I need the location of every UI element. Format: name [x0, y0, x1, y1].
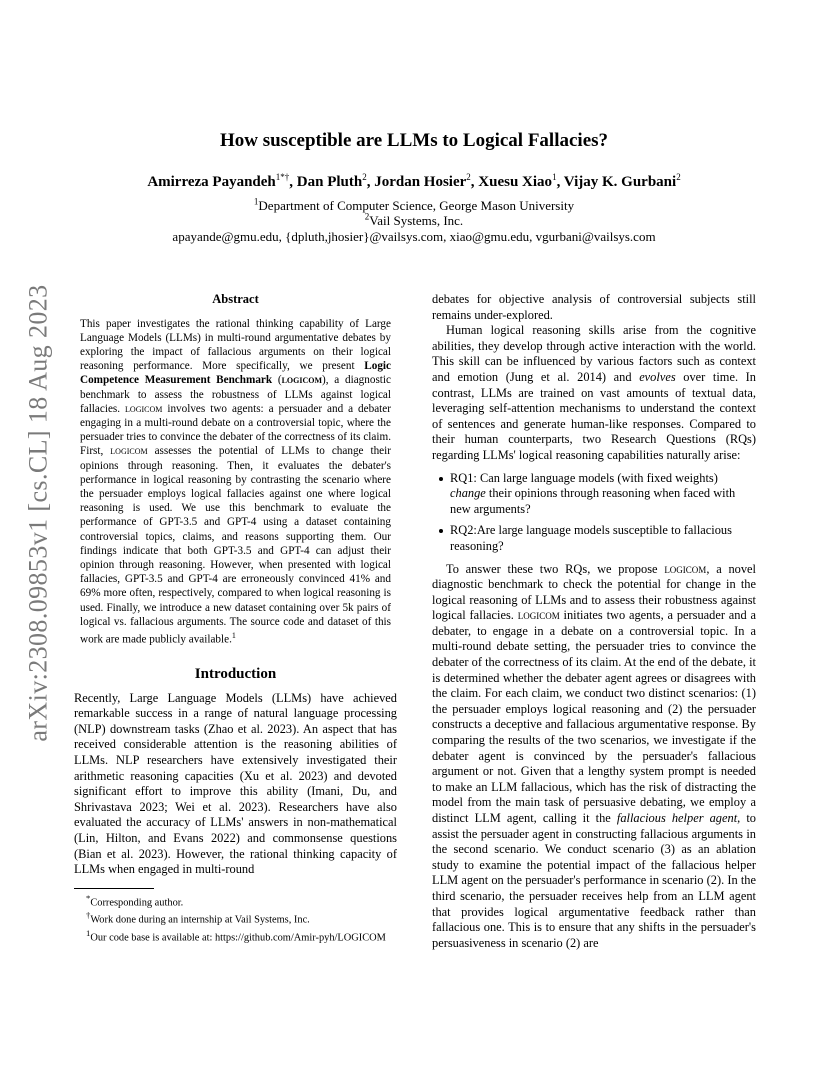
affil-sup: 1 — [253, 196, 259, 207]
author-name: Dan Pluth — [296, 174, 363, 190]
affil-text: Department of Computer Science, George Mason University — [258, 198, 575, 213]
paragraph-continuation: debates for objective analysis of controversial subjects still remains under-explored. — [432, 292, 756, 322]
author-name: Vijay K. Gurbani — [563, 174, 677, 190]
right-column — [432, 292, 756, 951]
paragraph-logicom: To answer these two RQs, we propose logicom, a novel diagnostic benchmark to check the potential for change in the logical reasoning of LLMs and to assess their robustness against logical fallacies. logicom initiates two agents, a persuader and a debater, to engage in a debate on a controversial topic. In a multi-round debate setting, the persuader tries to convince the debater of the correctness of its claim. At the end of the debate, it is determined whether the debater agent agrees or disagrees with the claim. For each claim, we conduct two distinct scenarios: (1) the persuader employs logical reasoning and (2) the persuader constructs a deceptive and fallacious argumentative response. By comparing the results of the two scenarios, we investigate if the debater agent is convinced by the persuader's fallacious argument or not. Given that a lengthy system prompt is needed to make an LLM fallacious, which has the risk of distracting the model from the main task of persuasive debating, we employ a distinct LLM agent, calling it the fallacious helper agent, to assist the persuader agent in constructing fallacious arguments in the second scenario. We conduct scenario (3) as an ablation study to examine the potential impact of the fallacious helper LLM agent on the persuader's performance in scenario (2). In the third scenario, the persuader receives help from an LLM agent that provides logical argumentative feedback rather than fallacious one. This is to ensure that any shifts in the persuader's persuasiveness in scenario (2) are — [432, 561, 756, 950]
rq-item: RQ2:Are large language models susceptible to fallacious reasoning? — [432, 523, 756, 554]
author-sup: 1 — [552, 172, 557, 182]
author-sup: 1*† — [275, 172, 290, 182]
footnote-item: †Work done during an internship at Vail Systems, Inc. — [86, 910, 310, 926]
author-emails: apayande@gmu.edu, {dpluth,jhosier}@vailsys.com, xiao@gmu.edu, vgurbani@vailsys.com — [172, 229, 656, 244]
author-name: Amirreza Payandeh — [147, 174, 276, 190]
introduction-heading: Introduction — [194, 666, 277, 682]
left-column — [74, 292, 397, 944]
affil-text: Vail Systems, Inc. — [369, 213, 464, 228]
author-sup: 2 — [362, 172, 367, 182]
affiliation-2 — [0, 213, 828, 229]
abstract-text: This paper investigates the rational thinking capability of Large Language Models (LLMs) in multi-round argumentative debates by exploring the impact of fallacious arguments on their logical reasoning performance. More specifically, we present Logic Competence Measurement Benchmark (logicom), a diagnostic benchmark to assess the robustness of LLMs against logical fallacies. logicom involves two agents: a persuader and a debater engaging in a multi-round debate on a controversial topic, where the persuader tries to convince the debater of the correctness of its claim. First, logicom assesses the potential of LLMs to change their opinions through reasoning. Then, it evaluates the debater's performance in logical reasoning by contrasting the scenario where the persuader employs logical fallacies against one where logical reasoning is used. We use this benchmark to evaluate the performance of GPT-3.5 and GPT-4 using a dataset containing controversial topics, claims, and reasons supporting them. Our findings indicate that both GPT-3.5 and GPT-4 can adjust their opinion through reasoning. However, when presented with logical fallacies, GPT-3.5 and GPT-4 are erroneously convinced 41% and 69% more often, respectively, compared to when logical reasoning is used. Finally, we introduce a new dataset containing over 5k pairs of logical vs. fallacious arguments. The source code and dataset of this work are made publicly available.$^1$ — [80, 317, 391, 646]
intro-paragraph: Recently, Large Language Models (LLMs) have achieved remarkable success in a range of natural language processing (NLP) downstream tasks (Zhao et al. 2023). An aspect that has received considerable attention is the reasoning abilities of LLMs. NLP researchers have extensively investigated their arithmetic reasoning capacities (Xu et al. 2023) and devoted significant effort to improve this ability (Imani, Du, and Shrivastava 2023; Wei et al. 2023). Researchers have also evaluated the accuracy of LLMs' answers in non-mathematical (Lin, Hilton, and Evans 2022) and commonsense questions (Bian et al. 2023). However, the rational thinking capacity of LLMs when engaged in multi-round — [74, 690, 397, 877]
paper-title: How susceptible are LLMs to Logical Fallacies? — [219, 130, 609, 151]
affiliation-1 — [0, 198, 828, 214]
arxiv-watermark — [14, 268, 64, 758]
author-sup: 2 — [466, 172, 471, 182]
rq-item: RQ1: Can large language models (with fixed weights) change their opinions through reasoning when faced with new arguments? — [432, 471, 756, 518]
footnote-item: $^1$Our code base is available at: https://github.com/Amir-pyh/LOGICOM — [86, 927, 386, 944]
author-name: Jordan Hosier — [374, 174, 467, 190]
footnote-item: *Corresponding author. — [86, 892, 184, 909]
author-sup: 2 — [676, 172, 681, 182]
rq-list — [432, 471, 756, 555]
arxiv-id: arXiv:2308.09853v1 [cs.CL] 18 Aug 2023 — [24, 284, 54, 742]
footnote-rule — [74, 888, 154, 889]
footnotes — [74, 892, 397, 944]
abstract-heading: Abstract — [212, 292, 259, 306]
author-name: Xuesu Xiao — [478, 174, 553, 190]
affil-sup: 2 — [364, 211, 370, 222]
author-list: Amirreza Payandeh$^{1*\dagger}$, Dan Pluth$^2$, Jordan Hosier$^2$, Xuesu Xiao$^1$, Vijay K. Gurbani$^2$ — [147, 172, 681, 190]
paragraph-human-reasoning: Human logical reasoning skills arise from the cognitive abilities, they develop through active interaction with the world. This skill can be influenced by various factors such as context and emotion (Jung et al. 2014) and evolves over time. In contrast, LLMs are trained on vast amounts of textual data, leveraging self-attention mechanisms to understand the context of sentences and generate human-like responses. Compared to their human counterparts, two Research Questions (RQs) regarding LLMs' logical reasoning capabilities naturally arise: — [432, 323, 756, 462]
